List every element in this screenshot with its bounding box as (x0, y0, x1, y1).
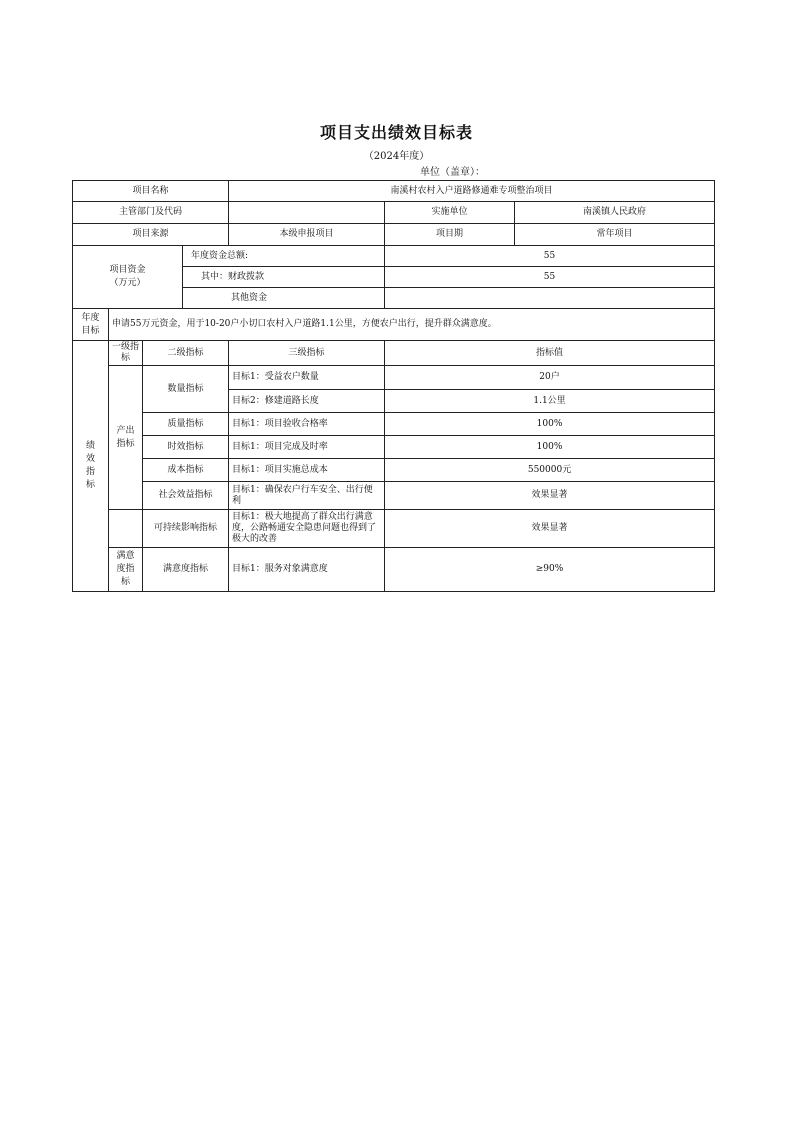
perf-char: 效 (85, 454, 95, 464)
indicator-l2: 可持续影响指标 (143, 510, 229, 548)
indicator-l3: 目标2：修建道路长度 (229, 390, 385, 413)
page-title: 项目支出绩效目标表 (319, 123, 473, 142)
header-value: 指标值 (385, 341, 715, 366)
indicator-l2: 满意度指标 (143, 548, 229, 592)
indicator-value: 1.1公里 (385, 390, 715, 413)
output-indicator-label (109, 366, 143, 510)
satisfaction-label-line: 度指 (116, 564, 135, 574)
funds-other-value (385, 288, 715, 309)
funds-label (73, 246, 183, 309)
satisfaction-indicator-label (109, 548, 143, 592)
output-label-line: 产出 (116, 425, 135, 436)
indicator-l3: 目标1：极大地提高了群众出行满意度，公路畅通安全隐患问题也得到了极大的改善 (229, 510, 385, 548)
perf-indicator-label (73, 341, 109, 592)
funds-fiscal-value: 55 (385, 267, 715, 288)
project-name-value: 南溪村农村入户道路修通难专项整治项目 (229, 181, 715, 202)
goal-label-line1: 年度 (81, 312, 100, 323)
indicator-value: 效果显著 (385, 482, 715, 510)
funds-total-value: 55 (385, 246, 715, 267)
funds-fiscal-label: 其中：财政拨款 (183, 267, 385, 288)
indicator-value: 100% (385, 436, 715, 459)
satisfaction-label-line: 标 (120, 577, 130, 587)
project-name-label: 项目名称 (73, 181, 229, 202)
perf-char: 标 (85, 480, 95, 490)
indicator-l3: 目标1：项目实施总成本 (229, 459, 385, 482)
source-label: 项目来源 (73, 224, 229, 246)
performance-target-table (72, 180, 715, 592)
effect-indicator-label (109, 510, 143, 548)
indicator-value: 100% (385, 413, 715, 436)
indicator-l3: 目标1：服务对象满意度 (229, 548, 385, 592)
header-level3: 三级指标 (229, 341, 385, 366)
indicator-l2: 成本指标 (143, 459, 229, 482)
dept-value (229, 202, 385, 224)
goal-label-line2: 目标 (81, 325, 100, 336)
indicator-value: 550000元 (385, 459, 715, 482)
indicator-value: 20户 (385, 366, 715, 390)
indicator-value: 效果显著 (385, 510, 715, 548)
unit-stamp-label: 单位（盖章）： (420, 167, 485, 178)
indicator-l2: 数量指标 (143, 366, 229, 413)
indicator-l2: 社会效益指标 (143, 482, 229, 510)
year-label: （2024年度） (363, 151, 430, 162)
indicator-l3: 目标1：受益农户数量 (229, 366, 385, 390)
indicator-l3: 目标1：确保农户行车安全、出行便利 (229, 482, 385, 510)
header-level2: 二级指标 (143, 341, 229, 366)
header-level1: 一级指标 (109, 341, 143, 366)
funds-label-line1: 项目资金 (109, 265, 146, 275)
goal-text: 申请55万元资金，用于10-20户小切口农村入户道路1.1公里，方便农户出行，提升群众满意度。 (109, 309, 715, 341)
satisfaction-label-line: 满意 (116, 551, 135, 561)
perf-char: 绩 (85, 441, 95, 451)
indicator-l3: 目标1：项目验收合格率 (229, 413, 385, 436)
indicator-value: ≥90% (385, 548, 715, 592)
perf-char: 指 (85, 467, 95, 477)
period-label: 项目期 (385, 224, 515, 246)
indicator-l3: 目标1：项目完成及时率 (229, 436, 385, 459)
goal-label (73, 309, 109, 341)
impl-unit-label: 实施单位 (385, 202, 515, 224)
source-value: 本级申报项目 (229, 224, 385, 246)
indicator-l2: 质量指标 (143, 413, 229, 436)
impl-unit-value: 南溪镇人民政府 (515, 202, 715, 224)
dept-label: 主管部门及代码 (73, 202, 229, 224)
funds-other-label: 其他资金 (183, 288, 385, 309)
indicator-l2: 时效指标 (143, 436, 229, 459)
output-label-line: 指标 (116, 438, 135, 449)
funds-label-line2: （万元） (109, 278, 146, 288)
funds-total-label: 年度资金总额: (183, 246, 385, 267)
period-value: 常年项目 (515, 224, 715, 246)
